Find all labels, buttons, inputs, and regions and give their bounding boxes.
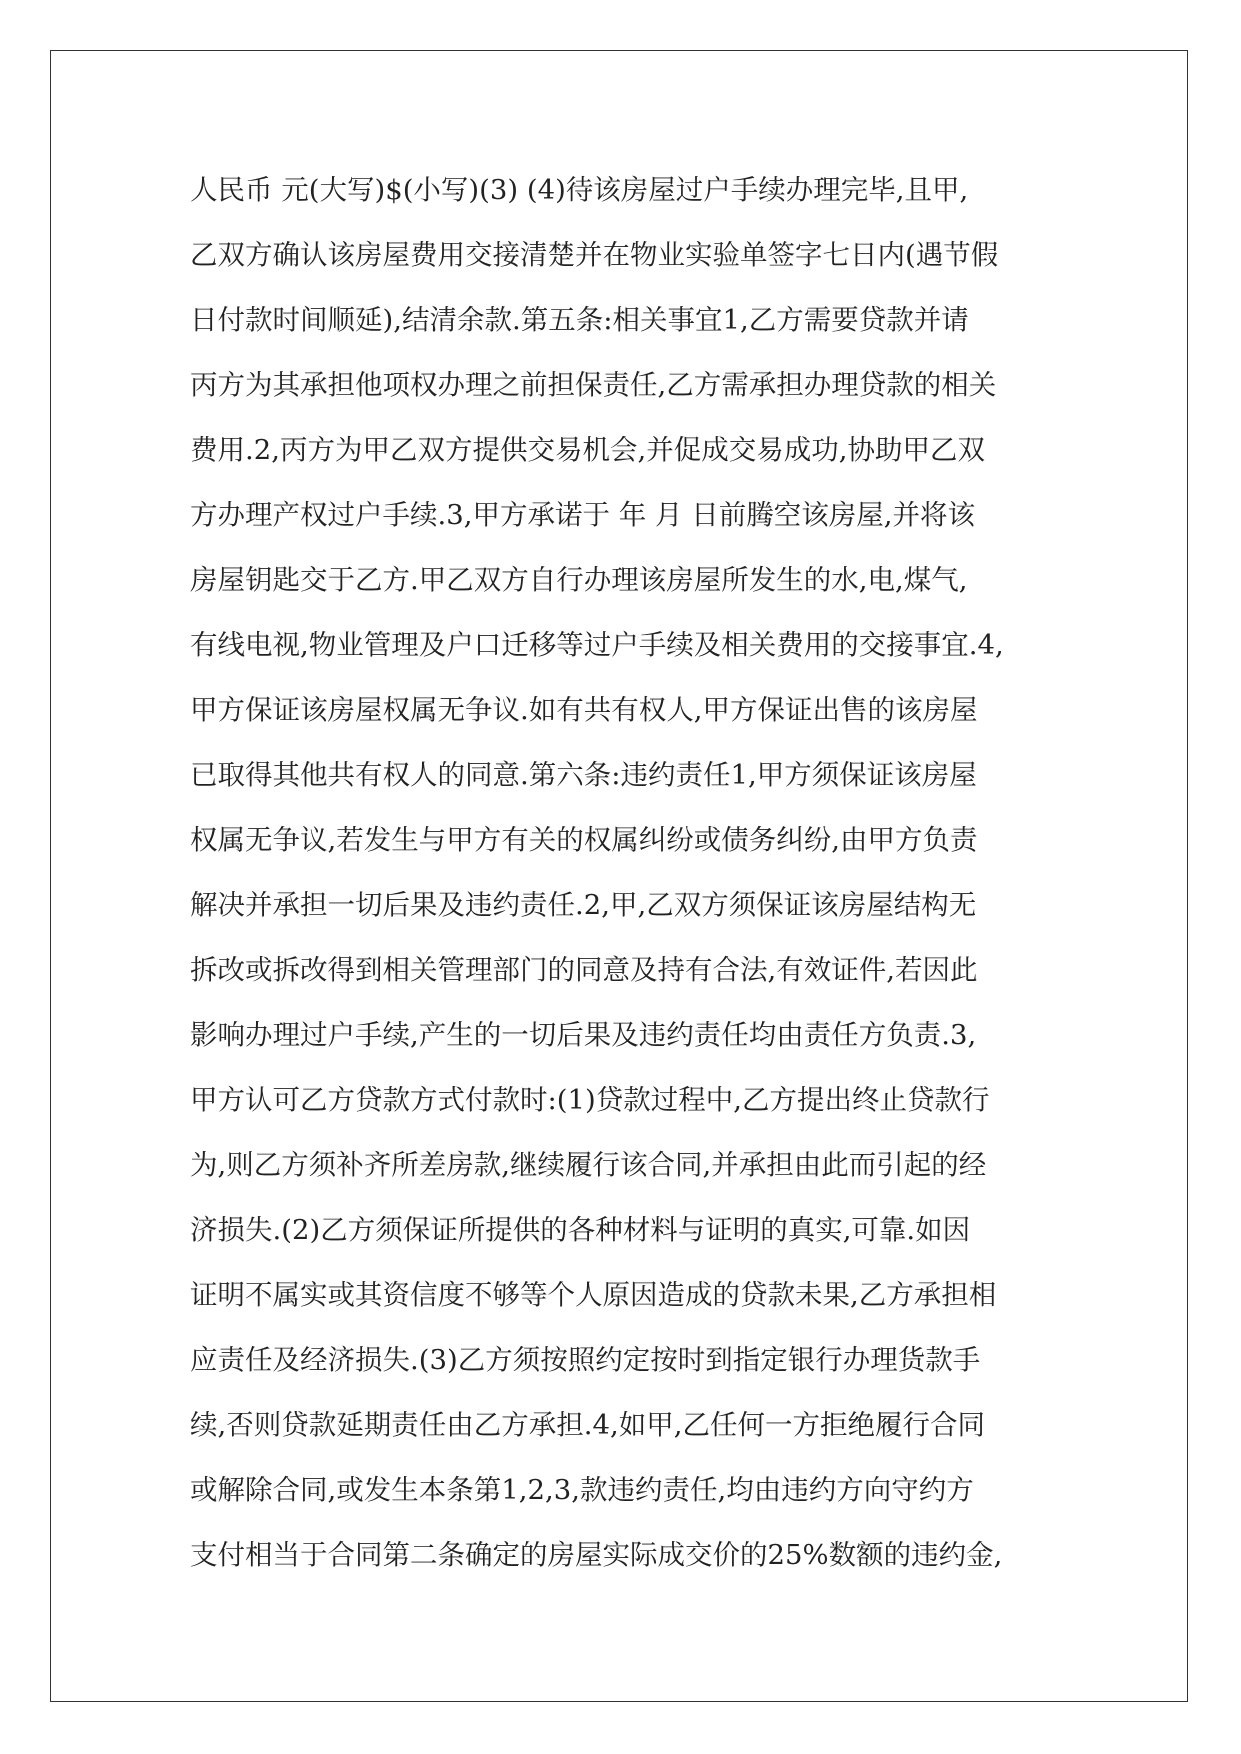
text-line: 丙方为其承担他项权办理之前担保责任,乙方需承担办理贷款的相关 xyxy=(190,369,997,401)
text-line: 房屋钥匙交于乙方.甲乙双方自行办理该房屋所发生的水,电,煤气, xyxy=(190,564,968,596)
text-line: 人民币 元(大写)$(小写)(3) (4)待该房屋过户手续办理完毕,且甲, xyxy=(190,174,969,206)
text-line: 日付款时间顺延),结清余款.第五条:相关事宜1,乙方需要贷款并请 xyxy=(190,304,969,336)
text-line: 证明不属实或其资信度不够等个人原因造成的贷款未果,乙方承担相 xyxy=(190,1279,997,1311)
text-line: 权属无争议,若发生与甲方有关的权属纠纷或债务纠纷,由甲方负责 xyxy=(190,824,978,856)
text-line: 济损失.(2)乙方须保证所提供的各种材料与证明的真实,可靠.如因 xyxy=(190,1214,971,1246)
text-line: 拆改或拆改得到相关管理部门的同意及持有合法,有效证件,若因此 xyxy=(190,954,978,986)
text-line: 续,否则贷款延期责任由乙方承担.4,如甲,乙任何一方拒绝履行合同 xyxy=(190,1409,985,1441)
text-line: 费用.2,丙方为甲乙双方提供交易机会,并促成交易成功,协助甲乙双 xyxy=(190,434,985,466)
text-line: 甲方认可乙方贷款方式付款时:(1)贷款过程中,乙方提出终止贷款行 xyxy=(190,1084,990,1116)
text-line: 有线电视,物业管理及户口迁移等过户手续及相关费用的交接事宜.4, xyxy=(190,629,1004,661)
text-line: 甲方保证该房屋权属无争议.如有共有权人,甲方保证出售的该房屋 xyxy=(190,694,978,726)
document-body xyxy=(190,158,1070,1588)
text-line: 已取得其他共有权人的同意.第六条:违约责任1,甲方须保证该房屋 xyxy=(190,759,977,791)
text-line: 解决并承担一切后果及违约责任.2,甲,乙双方须保证该房屋结构无 xyxy=(190,889,977,921)
text-line: 为,则乙方须补齐所差房款,继续履行该合同,并承担由此而引起的经 xyxy=(190,1149,987,1181)
text-line: 或解除合同,或发生本条第1,2,3,款违约责任,均由违约方向守约方 xyxy=(190,1474,974,1506)
text-line: 应责任及经济损失.(3)乙方须按照约定按时到指定银行办理货款手 xyxy=(190,1344,981,1376)
text-line: 支付相当于合同第二条确定的房屋实际成交价的25%数额的违约金, xyxy=(190,1539,1003,1571)
text-line: 乙双方确认该房屋费用交接清楚并在物业实验单签字七日内(遇节假 xyxy=(190,239,999,271)
text-line: 影响办理过户手续,产生的一切后果及违约责任均由责任方负责.3, xyxy=(190,1019,977,1051)
text-line: 方办理产权过户手续.3,甲方承诺于 年 月 日前腾空该房屋,并将该 xyxy=(190,499,975,531)
